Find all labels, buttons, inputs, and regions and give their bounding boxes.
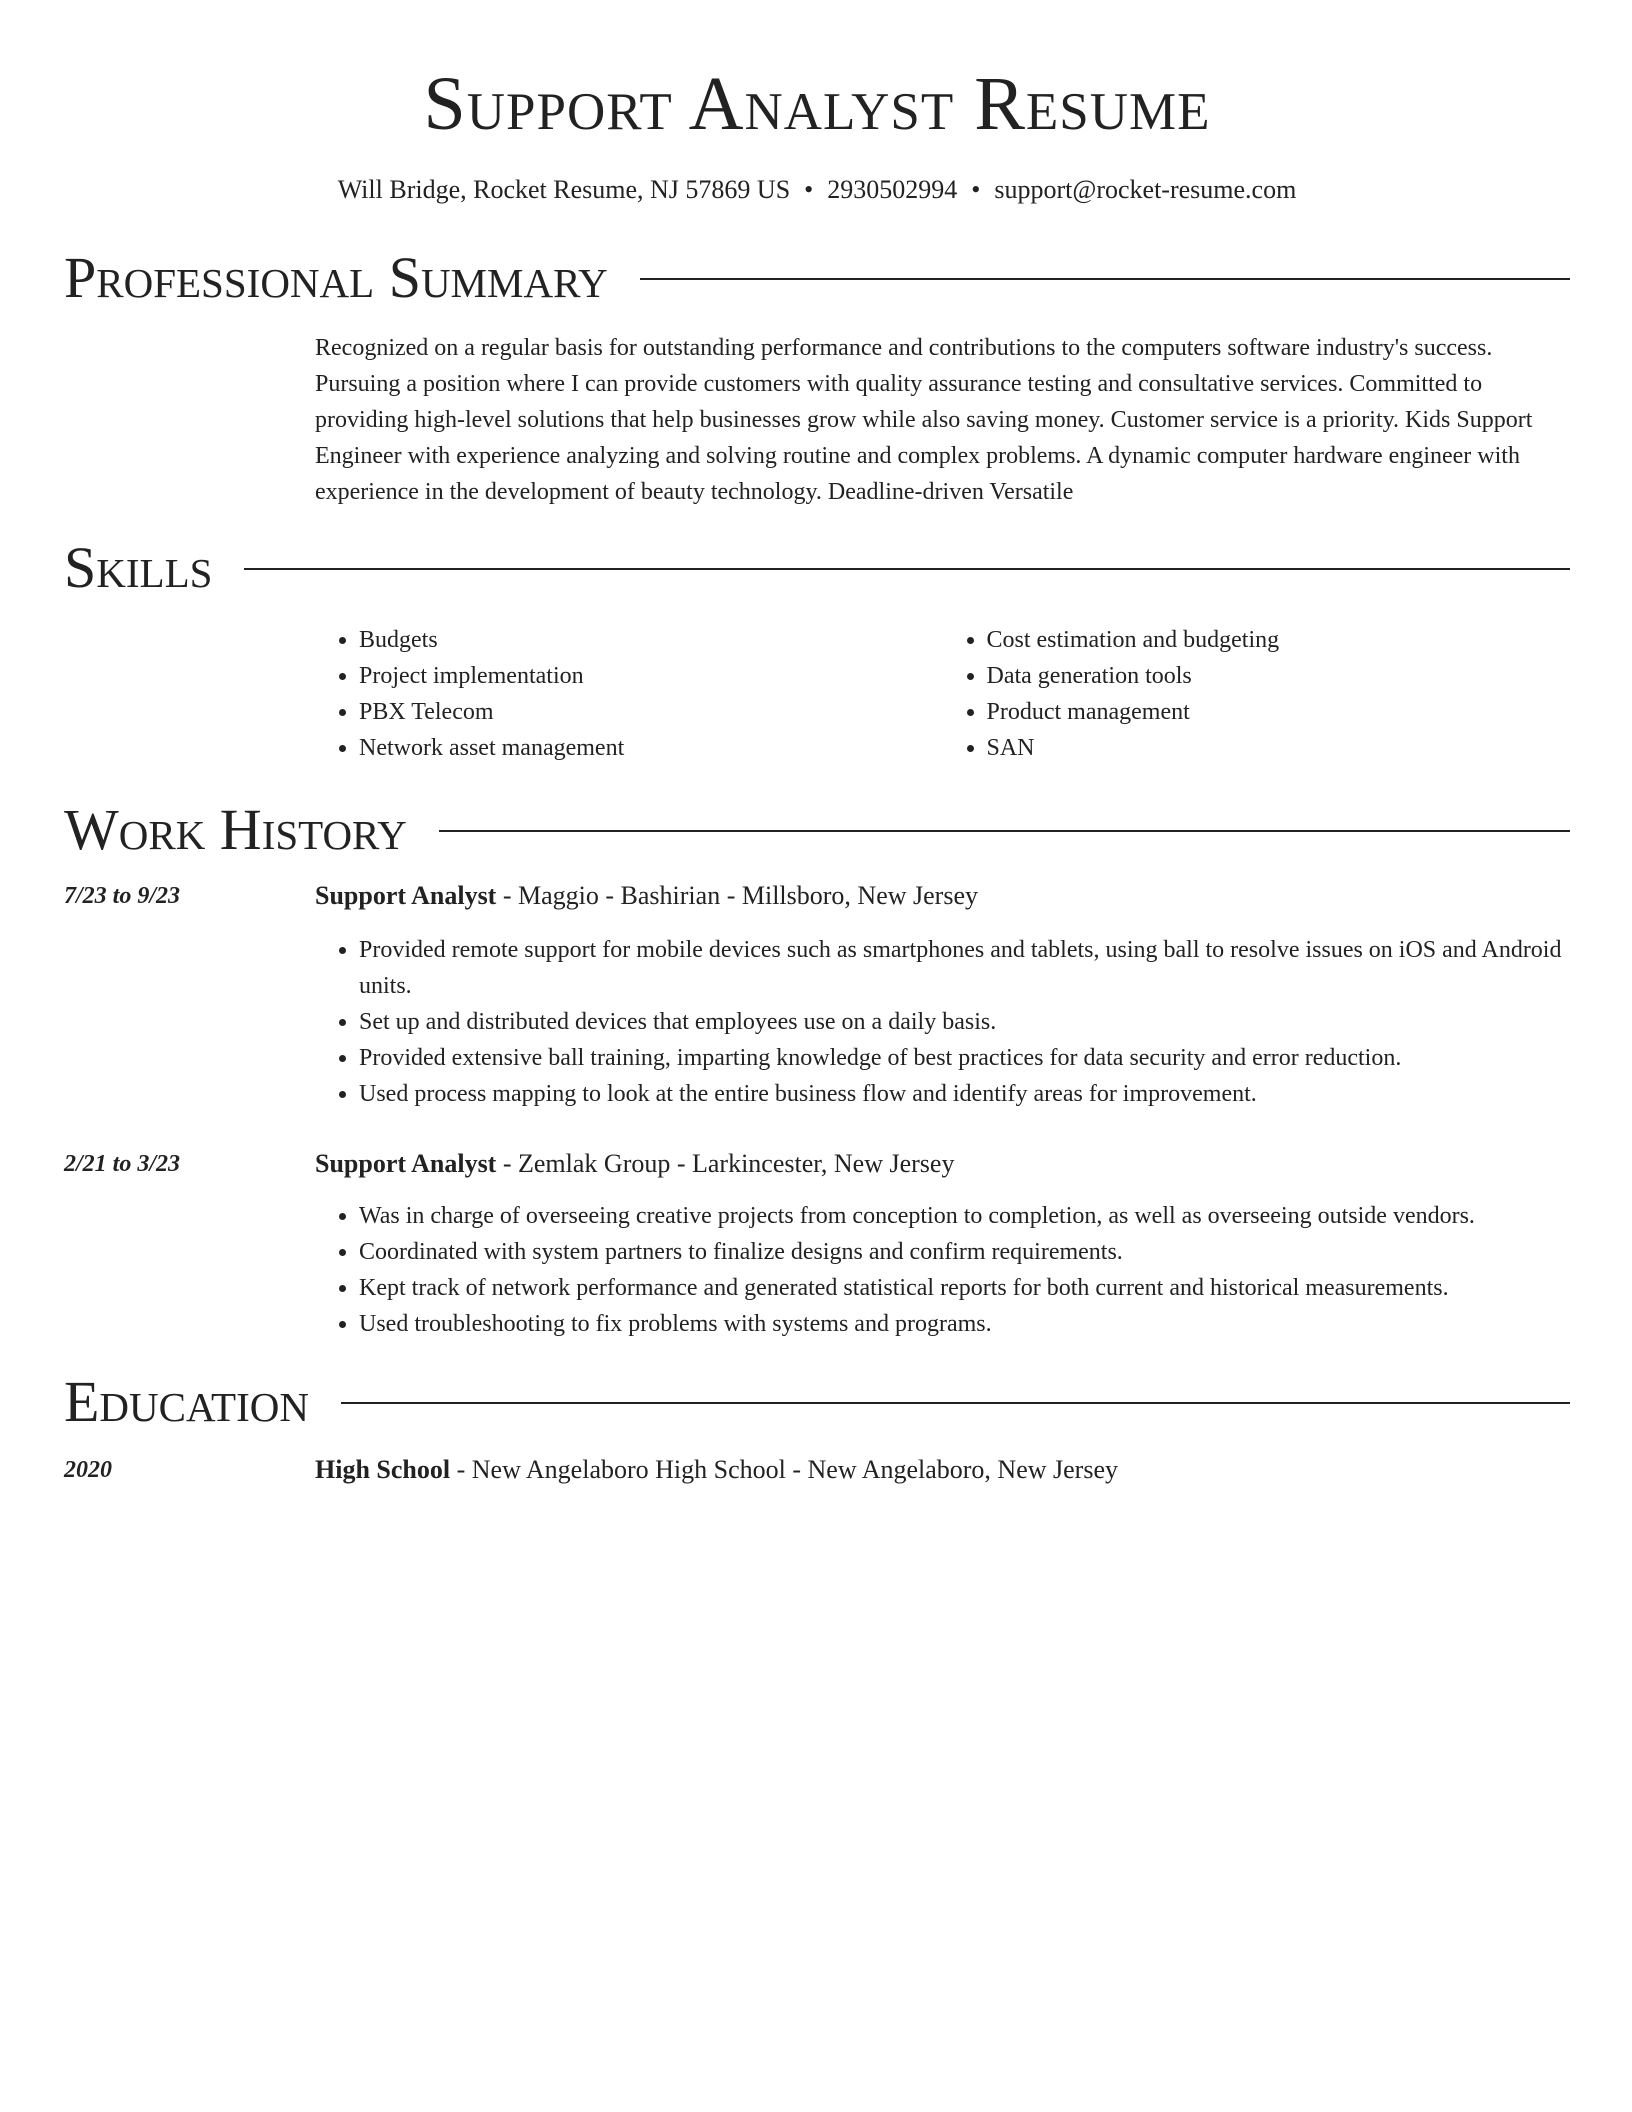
resume-title: Support Analyst Resume [423,62,1211,146]
work-entry-body [315,1146,1570,1342]
work-entry-details: - Zemlak Group - Larkincester, New Jersey [496,1149,955,1178]
education-body [315,1452,1570,1488]
work-bullet: • Provided remote support for mobile devices such as smartphones and tablets, using ball to resolve issues on iOS and Android units. [359,932,1570,1004]
work-bullet: • Coordinated with system partners to finalize designs and confirm requirements. [359,1234,1570,1270]
summary-text: Recognized on a regular basis for outstanding performance and contributions to the computers software industry's success. Pursuing a position where I can provide customers with quality assurance testing and consultative services. Committed to providing high-level solutions that help businesses grow while also saving money. Customer service is a priority. Kids Support Engineer with experience analyzing and solving routine and complex problems. A dynamic computer hardware engineer with experience in the development of beauty technology. Deadline-driven Versatile [315,335,1533,505]
section-divider [244,568,1570,570]
education-year: 2020 [64,1457,112,1483]
work-bullet: • Kept track of network performance and generated statistical reports for both current and historical measurements. [359,1270,1570,1306]
education-degree: High School [315,1455,451,1484]
work-entry-role: Support Analyst [315,881,497,910]
work-bullet: • Used process mapping to look at the entire business flow and identify areas for improvement. [359,1076,1570,1112]
contact-address: Will Bridge, Rocket Resume, NJ 57869 US [337,175,791,204]
contact-separator: • [971,175,981,204]
skill-item: • Network asset management [359,730,943,766]
skills-column-left [315,622,943,766]
skill-item: • SAN [987,730,1571,766]
contact-email: support@rocket-resume.com [994,175,1297,204]
skill-item: • PBX Telecom [359,694,943,730]
education-entry [64,1452,1570,1488]
contact-line [64,174,1570,206]
skill-item: • Project implementation [359,658,943,694]
work-bullet: • Used troubleshooting to fix problems with systems and programs. [359,1306,1570,1342]
work-entry [64,878,1570,1112]
work-entry-body [315,878,1570,1112]
skill-item: • Budgets [359,622,943,658]
work-entry-header [315,878,1570,914]
work-entry-details: - Maggio - Bashirian - Millsboro, New Jersey [496,881,978,910]
contact-separator: • [804,175,814,204]
education-heading: Education [64,1369,309,1434]
section-divider [439,830,1570,832]
section-divider [341,1402,1570,1404]
work-entry [64,1146,1570,1342]
skills-heading: Skills [64,535,213,600]
skills-column-right [943,622,1571,766]
work-entry-dates: 7/23 to 9/23 [64,883,181,909]
skill-item: • Data generation tools [987,658,1571,694]
work-entry-role: Support Analyst [315,1149,497,1178]
work-heading: Work History [64,797,407,862]
work-bullet: • Provided extensive ball training, imparting knowledge of best practices for data security and error reduction. [359,1040,1570,1076]
summary-heading: Professional Summary [64,245,608,310]
work-bullet: • Set up and distributed devices that employees use on a daily basis. [359,1004,1570,1040]
work-bullet: • Was in charge of overseeing creative projects from conception to completion, as well as overseeing outside vendors. [359,1198,1570,1234]
skills-heading-row [64,536,1570,600]
education-heading-row [64,1370,1570,1434]
contact-phone: 2930502994 [827,175,958,204]
work-entry-header [315,1146,1570,1182]
work-entry-bullets [315,1198,1570,1342]
skill-item: • Cost estimation and budgeting [987,622,1571,658]
resume-page [64,0,1570,1488]
section-divider [640,278,1570,280]
summary-heading-row [64,246,1570,310]
work-entry-bullets [315,932,1570,1112]
work-heading-row [64,798,1570,862]
skills-list [315,622,1570,766]
education-details: - New Angelaboro High School - New Angelaboro, New Jersey [450,1455,1118,1484]
work-entry-dates: 2/21 to 3/23 [64,1151,181,1177]
skill-item: • Product management [987,694,1571,730]
